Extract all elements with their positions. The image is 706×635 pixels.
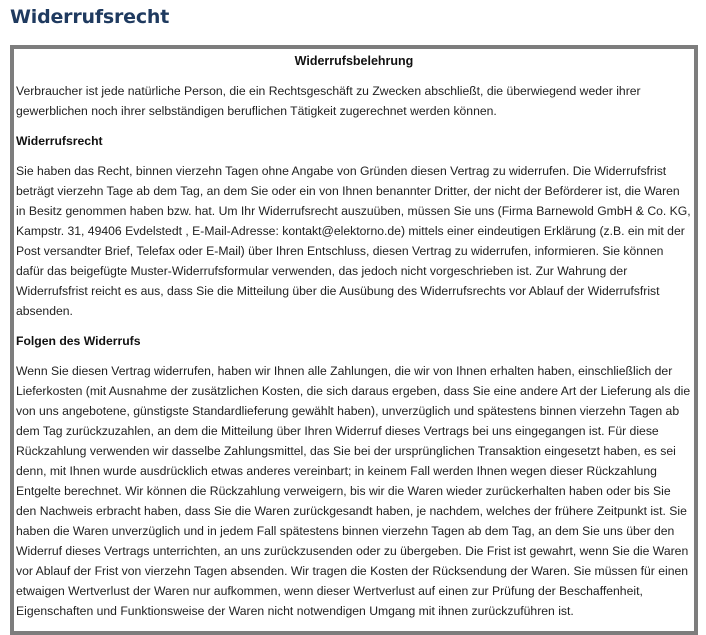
- consumer-definition-text: Verbraucher ist jede natürliche Person, die ein Rechtsgeschäft zu Zwecken abschließt, die überwiegend weder ihrer gewerblichen noch ihrer selbständigen beruflichen Tätigkeit zugerechnet werden können.: [16, 84, 641, 118]
- withdrawal-right-text: Sie haben das Recht, binnen vierzehn Tagen ohne Angabe von Gründen diesen Vertrag zu widerrufen. Die Widerrufsfrist beträgt vierzehn Tage ab dem Tag, an dem Sie oder ein von Ihnen benannter Dritter, der nicht der Beförderer ist, die Waren in Besitz genommen haben bzw. hat. Um Ihr Widerrufsrecht auszuüben, müssen Sie uns (Firma Barnewold GmbH & Co. KG, Kampstr. 31, 49406 Evdelstedt , E-Mail-Adresse: kontakt@elektorno.de) mittels einer eindeutigen Erklärung (z.B. ein mit der Post versandter Brief, Telefax oder E-Mail) über Ihren Entschluss, diesen Vertrag zu widerrufen, informieren. Sie können dafür das beigefügte Muster-Widerrufsformular verwenden, das jedoch nicht vorgeschrieben ist. Zur Wahrung der Widerrufsfrist reicht es aus, dass Sie die Mitteilung über die Ausübung des Widerrufsrechts vor Ablauf der Widerrufsfrist absenden.: [16, 164, 691, 318]
- withdrawal-policy-content: [14, 49, 694, 621]
- withdrawal-right-heading: Widerrufsrecht: [16, 134, 103, 148]
- page-title: Widerrufsrecht: [10, 6, 170, 28]
- withdrawal-consequences-text: Wenn Sie diesen Vertrag widerrufen, haben wir Ihnen alle Zahlungen, die wir von Ihnen erhalten haben, einschließlich der Lieferkosten (mit Ausnahme der zusätzlichen Kosten, die sich daraus ergeben, dass Sie eine andere Art der Lieferung als die von uns angebotene, günstigste Standardlieferung gewählt haben), unverzüglich und spätestens binnen vierzehn Tagen ab dem Tag zurückzuzahlen, an dem die Mitteilung über Ihren Widerruf dieses Vertrags bei uns eingegangen ist. Für diese Rückzahlung verwenden wir dasselbe Zahlungsmittel, das Sie bei der ursprünglichen Transaktion eingesetzt haben, es sei denn, mit Ihnen wurde ausdrücklich etwas anderes vereinbart; in keinem Fall werden Ihnen wegen dieser Rückzahlung Entgelte berechnet. Wir können die Rückzahlung verweigern, bis wir die Waren wieder zurückerhalten haben oder bis Sie den Nachweis erbracht haben, dass Sie die Waren zurückgesandt haben, je nachdem, welches der frühere Zeitpunkt ist. Sie haben die Waren unverzüglich und in jedem Fall spätestens binnen vierzehn Tagen ab dem Tag, an dem Sie uns über den Widerruf dieses Vertrags unterrichten, an uns zurückzusenden oder zu übergeben. Die Frist ist gewahrt, wenn Sie die Waren vor Ablauf der Frist von vierzehn Tagen absenden. Wir tragen die Kosten der Rücksendung der Waren. Sie müssen für einen etwaigen Wertverlust der Waren nur aufkommen, wenn dieser Wertverlust auf einen zur Prüfung der Beschaffenheit, Eigenschaften und Funktionsweise der Waren nicht notwendigen Umgang mit ihnen zurückzuführen ist.: [16, 364, 691, 618]
- policy-heading: Widerrufsbelehrung: [294, 54, 414, 68]
- withdrawal-policy-box[interactable]: [10, 45, 698, 635]
- withdrawal-consequences-heading: Folgen des Widerrufs: [16, 334, 141, 348]
